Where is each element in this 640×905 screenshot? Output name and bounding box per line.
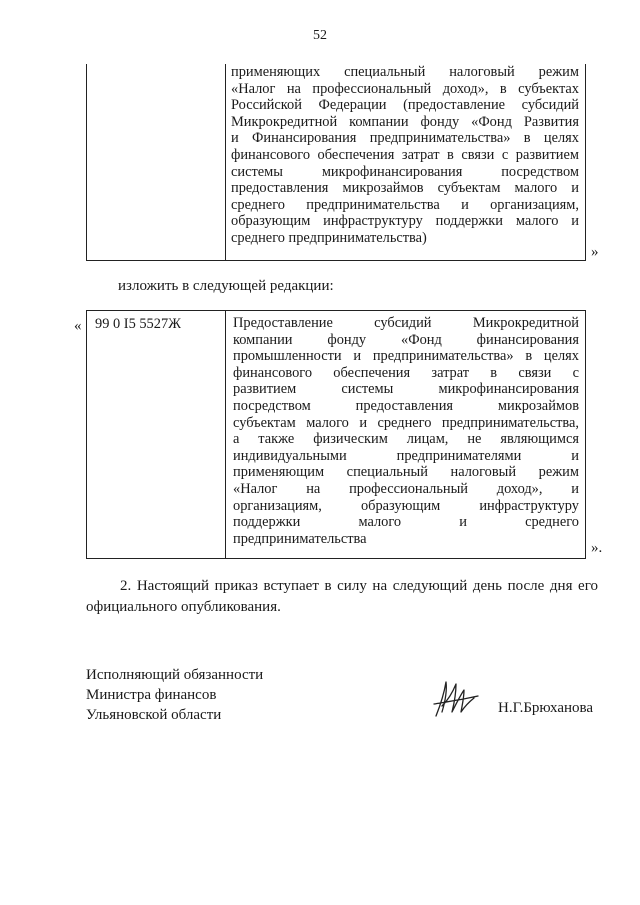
text-line: системы микрофинансирования посредством <box>231 163 579 180</box>
text-line: образующим инфраструктуру поддержки малого и <box>231 213 579 230</box>
text-line: и Финансирования предпринимательства» в целях <box>231 130 579 147</box>
closing-quote: ». <box>591 540 603 556</box>
handwritten-signature <box>430 676 482 720</box>
text-line: индивидуальными предпринимателями и <box>233 447 579 464</box>
text-line: промышленности и предпринимательства» в целях <box>233 348 579 365</box>
table-cell-new-description <box>233 315 579 547</box>
text-line: применяющих специальный налоговый режим <box>231 64 579 80</box>
signatory-name: Н.Г.Брюханова <box>498 700 594 716</box>
effective-date-paragraph <box>86 576 598 618</box>
text-line: субъектам малого и среднего предпринимательства, <box>233 414 579 431</box>
text-line: поддержки малого и среднего <box>233 514 579 531</box>
position-line: Исполняющий обязанности <box>86 667 264 683</box>
text-line: посредством предоставления микрозаймов <box>233 397 579 414</box>
text-line: Российской Федерации (предоставление субсидий <box>231 97 579 114</box>
text-line: применяющим специальный налоговый режим <box>233 464 579 481</box>
text-line: предпринимательства <box>233 530 367 547</box>
text-line: «Налог на профессиональный доход», и <box>233 480 579 497</box>
table-column-divider <box>225 311 226 558</box>
intro-text: изложить в следующей редакции: <box>118 278 334 294</box>
text-line: финансового обеспечения затрат в связи с развитием <box>231 146 579 163</box>
closing-quote: » <box>591 244 599 260</box>
page-number: 52 <box>313 28 327 43</box>
paragraph-line: 2. Настоящий приказ вступает в силу на следующий день после дня его <box>120 578 598 594</box>
text-line: компании фонду «Фонд финансирования <box>233 331 579 348</box>
text-line: а также физическим лицам, не являющимся <box>233 431 579 448</box>
text-line: Предоставление субсидий Микрокредитной <box>233 315 579 331</box>
signatory-position <box>86 665 263 725</box>
text-line: предоставления микрозаймов субъектам малого и <box>231 180 579 197</box>
text-line: Микрокредитной компании фонду «Фонд Развития <box>231 113 579 130</box>
position-line: Министра финансов <box>86 687 217 703</box>
position-line: Ульяновской области <box>86 707 222 723</box>
text-line: развитием системы микрофинансирования <box>233 381 579 398</box>
text-line: среднего предпринимательства) <box>231 229 427 246</box>
table-fragment-new <box>86 310 586 559</box>
paragraph-line: официального опубликования. <box>86 599 281 615</box>
table-fragment-old <box>86 64 586 261</box>
text-line: организациям, образующим инфраструктуру <box>233 497 579 514</box>
table-cell-old-description <box>231 64 579 247</box>
opening-quote: « <box>74 318 82 334</box>
text-line: финансового обеспечения затрат в связи с <box>233 364 579 381</box>
budget-code: 99 0 I5 5527Ж <box>95 316 182 332</box>
text-line: среднего предпринимательства и организациям, <box>231 196 579 213</box>
table-column-divider <box>225 64 226 260</box>
text-line: «Налог на профессиональный доход», в субъектах <box>231 80 579 97</box>
